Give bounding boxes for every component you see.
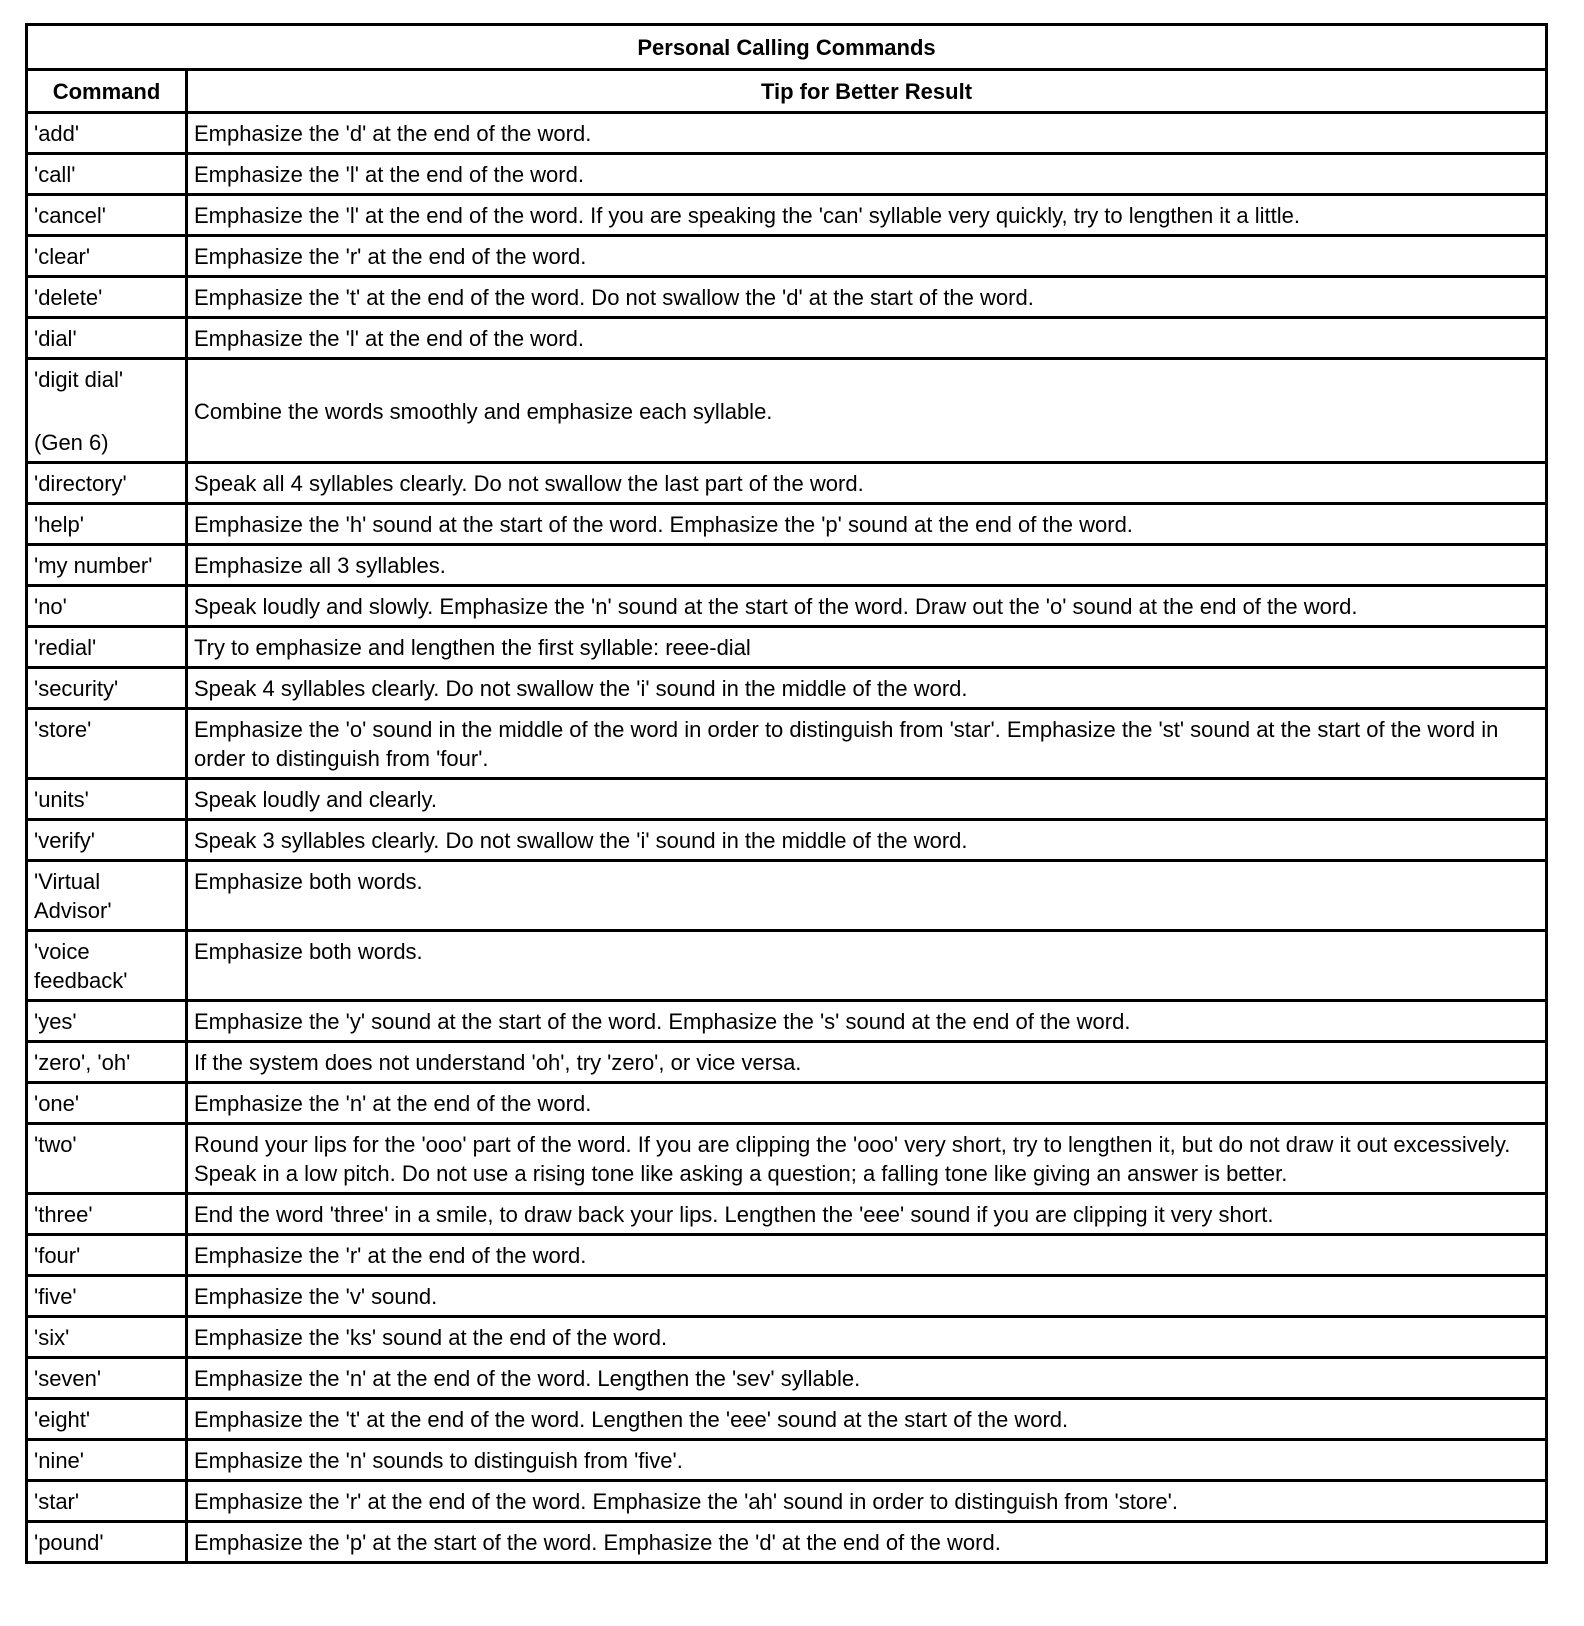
table-row (27, 318, 1547, 359)
command-cell: 'three' (27, 1194, 187, 1235)
command-cell: 'directory' (27, 463, 187, 504)
tip-cell: Speak 3 syllables clearly. Do not swallow the 'i' sound in the middle of the word. (187, 820, 1547, 861)
tip-cell: Emphasize both words. (187, 861, 1547, 931)
table-row (27, 1235, 1547, 1276)
command-cell: 'my number' (27, 545, 187, 586)
command-cell: 'dial' (27, 318, 187, 359)
table-row (27, 195, 1547, 236)
table-row (27, 1083, 1547, 1124)
command-cell: 'two' (27, 1124, 187, 1194)
table-row (27, 1481, 1547, 1522)
table-row (27, 1001, 1547, 1042)
command-cell: 'five' (27, 1276, 187, 1317)
tip-cell: Emphasize all 3 syllables. (187, 545, 1547, 586)
tip-cell: Round your lips for the 'ooo' part of the word. If you are clipping the 'ooo' very short, try to lengthen it, but do not draw it out excessively. Speak in a low pitch. Do not use a rising tone like asking a question; a falling tone like giving an answer is better. (187, 1124, 1547, 1194)
command-cell: 'yes' (27, 1001, 187, 1042)
table-row (27, 1440, 1547, 1481)
table-row (27, 668, 1547, 709)
command-cell: 'delete' (27, 277, 187, 318)
tip-cell: Emphasize the 'l' at the end of the word. (187, 318, 1547, 359)
table-row (27, 545, 1547, 586)
table-row (27, 861, 1547, 931)
tip-cell: Emphasize the 'n' sounds to distinguish from 'five'. (187, 1440, 1547, 1481)
tip-cell: Emphasize the 'r' at the end of the word. (187, 236, 1547, 277)
command-cell: 'redial' (27, 627, 187, 668)
tip-cell: Emphasize the 't' at the end of the word. Do not swallow the 'd' at the start of the word. (187, 277, 1547, 318)
table-row (27, 277, 1547, 318)
command-cell: 'eight' (27, 1399, 187, 1440)
command-cell: 'seven' (27, 1358, 187, 1399)
tip-cell: Emphasize the 'p' at the start of the word. Emphasize the 'd' at the end of the word. (187, 1522, 1547, 1563)
tip-cell: Emphasize the 'n' at the end of the word. (187, 1083, 1547, 1124)
tip-cell: Speak loudly and clearly. (187, 779, 1547, 820)
command-cell: 'add' (27, 113, 187, 154)
tip-cell: Combine the words smoothly and emphasize each syllable. (187, 359, 1547, 463)
tip-cell: Emphasize the 'ks' sound at the end of the word. (187, 1317, 1547, 1358)
table-title: Personal Calling Commands (27, 25, 1547, 70)
table-row (27, 1124, 1547, 1194)
table-row (27, 113, 1547, 154)
table-row (27, 820, 1547, 861)
tip-cell: Speak all 4 syllables clearly. Do not swallow the last part of the word. (187, 463, 1547, 504)
tip-cell: Emphasize the 'n' at the end of the word. Lengthen the 'sev' syllable. (187, 1358, 1547, 1399)
table-row (27, 1399, 1547, 1440)
tip-cell: Emphasize both words. (187, 931, 1547, 1001)
table-row (27, 586, 1547, 627)
tip-cell: End the word 'three' in a smile, to draw back your lips. Lengthen the 'eee' sound if you are clipping it very short. (187, 1194, 1547, 1235)
table-title-row (27, 25, 1547, 70)
command-cell: 'clear' (27, 236, 187, 277)
table-header-row (27, 70, 1547, 113)
command-cell: 'four' (27, 1235, 187, 1276)
tip-cell: Try to emphasize and lengthen the first syllable: reee-dial (187, 627, 1547, 668)
table-row (27, 627, 1547, 668)
table-row (27, 359, 1547, 463)
table-row (27, 1317, 1547, 1358)
tip-cell: Speak loudly and slowly. Emphasize the 'n' sound at the start of the word. Draw out the 'o' sound at the end of the word. (187, 586, 1547, 627)
command-cell: 'zero', 'oh' (27, 1042, 187, 1083)
command-cell: 'help' (27, 504, 187, 545)
tip-cell: Emphasize the 't' at the end of the word. Lengthen the 'eee' sound at the start of the word. (187, 1399, 1547, 1440)
table-row (27, 1042, 1547, 1083)
table-row (27, 1194, 1547, 1235)
tip-cell: Emphasize the 'h' sound at the start of the word. Emphasize the 'p' sound at the end of the word. (187, 504, 1547, 545)
command-cell: 'no' (27, 586, 187, 627)
table-row (27, 1522, 1547, 1563)
tip-cell: Emphasize the 'y' sound at the start of the word. Emphasize the 's' sound at the end of the word. (187, 1001, 1547, 1042)
command-cell: 'call' (27, 154, 187, 195)
tip-cell: Emphasize the 'v' sound. (187, 1276, 1547, 1317)
command-cell: 'one' (27, 1083, 187, 1124)
command-cell: 'security' (27, 668, 187, 709)
table-row (27, 463, 1547, 504)
command-cell (27, 359, 187, 463)
command-label: 'digit dial' (34, 367, 124, 392)
table-row (27, 504, 1547, 545)
tip-cell: Emphasize the 'r' at the end of the word. Emphasize the 'ah' sound in order to distinguish from 'store'. (187, 1481, 1547, 1522)
tip-cell: Emphasize the 'l' at the end of the word. If you are speaking the 'can' syllable very quickly, try to lengthen it a little. (187, 195, 1547, 236)
command-cell: 'cancel' (27, 195, 187, 236)
table-row (27, 1358, 1547, 1399)
table-row (27, 154, 1547, 195)
command-cell: 'store' (27, 709, 187, 779)
table-body (27, 113, 1547, 1563)
command-cell: 'units' (27, 779, 187, 820)
tip-cell: Speak 4 syllables clearly. Do not swallow the 'i' sound in the middle of the word. (187, 668, 1547, 709)
tip-cell: Emphasize the 'o' sound in the middle of the word in order to distinguish from 'star'. Emphasize the 'st' sound at the start of the word in order to distinguish from 'four'. (187, 709, 1547, 779)
command-cell: 'pound' (27, 1522, 187, 1563)
tip-cell: Emphasize the 'r' at the end of the word. (187, 1235, 1547, 1276)
tip-cell: Emphasize the 'l' at the end of the word. (187, 154, 1547, 195)
command-cell: 'six' (27, 1317, 187, 1358)
command-cell: 'voice feedback' (27, 931, 187, 1001)
tip-cell: Emphasize the 'd' at the end of the word. (187, 113, 1547, 154)
commands-table (25, 23, 1548, 1564)
command-cell: 'verify' (27, 820, 187, 861)
tip-cell: If the system does not understand 'oh', try 'zero', or vice versa. (187, 1042, 1547, 1083)
column-header-command: Command (27, 70, 187, 113)
table-row (27, 709, 1547, 779)
table-row (27, 236, 1547, 277)
table-row (27, 779, 1547, 820)
column-header-tip: Tip for Better Result (187, 70, 1547, 113)
command-cell: 'nine' (27, 1440, 187, 1481)
command-cell: 'star' (27, 1481, 187, 1522)
command-cell: 'Virtual Advisor' (27, 861, 187, 931)
table-row (27, 931, 1547, 1001)
table-row (27, 1276, 1547, 1317)
generation-note: (Gen 6) (34, 430, 109, 455)
